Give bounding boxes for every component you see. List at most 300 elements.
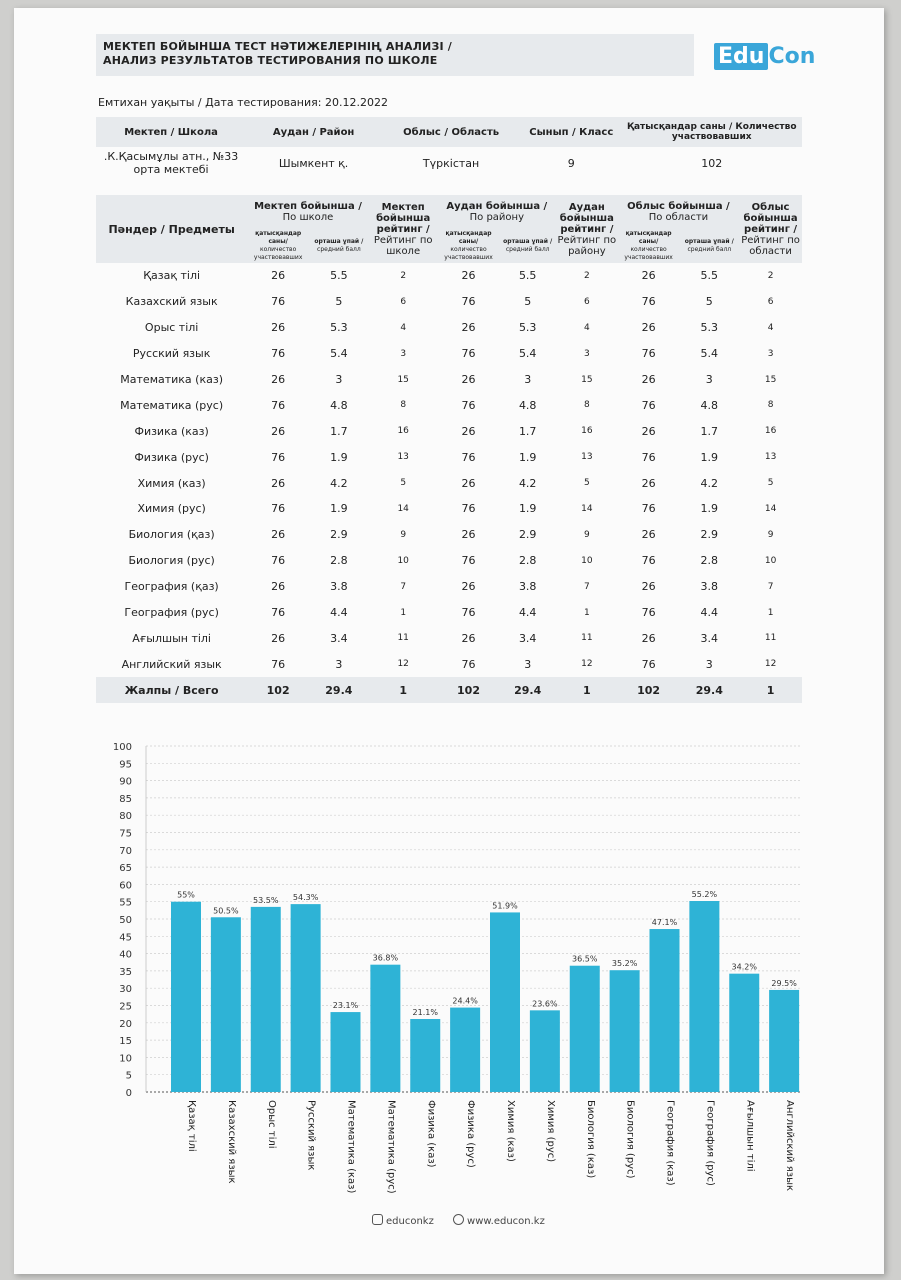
table-cell: 9 [400, 529, 407, 540]
table-cell: 13 [764, 452, 777, 463]
y-tick-label: 30 [119, 984, 132, 996]
globe-icon [453, 1214, 464, 1225]
table-cell: 76 [271, 554, 286, 568]
table-cell: 3 [705, 657, 713, 671]
x-tick-label: Қазақ тілі [186, 1100, 197, 1152]
table-cell: 26 [461, 373, 476, 386]
x-tick-label: Русский язык [305, 1100, 317, 1171]
table-cell: 5.5 [518, 269, 537, 283]
bar-data-label: 36.5% [572, 954, 598, 964]
table-cell: 10 [581, 555, 593, 566]
x-tick-label: Орыс тілі [265, 1100, 277, 1149]
y-tick-label: 55 [119, 897, 132, 909]
sub-count-ru: количество участвовавших [253, 246, 303, 261]
x-tick-label: Физика (каз) [425, 1100, 437, 1168]
total-label: Жалпы / Всего [96, 677, 247, 703]
info-class: 9 [567, 156, 575, 170]
info-header-class: Сынып / Класс [521, 117, 621, 147]
school-rank-header [369, 195, 438, 263]
table-cell: 76 [461, 502, 476, 516]
table-cell: 5 [583, 478, 590, 489]
region-rank-header [739, 195, 802, 263]
table-cell: 4.2 [330, 476, 348, 490]
table-cell: 1.7 [518, 424, 537, 438]
table-cell: 76 [461, 554, 476, 568]
school-avg-subheader [309, 229, 369, 263]
table-cell: 26 [641, 631, 656, 645]
table-cell: 12 [397, 659, 409, 670]
table-cell: 76 [641, 398, 656, 412]
bar-data-label: 24.4% [452, 996, 478, 1006]
sub-count-kz: қатысқандар саны/ [625, 230, 672, 245]
table-cell: 9 [583, 529, 590, 540]
region-rank-header-ru: Рейтинг по области [741, 234, 800, 257]
table-cell: 8 [583, 400, 590, 411]
bar-data-label: 23.1% [332, 1001, 359, 1011]
bar-data-label: 36.8% [372, 953, 399, 963]
y-tick-label: 40 [119, 949, 132, 961]
table-cell: 26 [461, 528, 476, 542]
table-row [96, 315, 802, 341]
table-cell: 2 [583, 270, 590, 281]
website-url: www.educon.kz [467, 1216, 545, 1227]
subject-name: Қазақ тілі [143, 269, 201, 283]
bar-data-label: 34.2% [731, 962, 757, 972]
school-count-subheader [247, 229, 309, 263]
total-cell: 102 [438, 677, 500, 703]
subject-name: Химия (рус) [137, 502, 206, 516]
bar-data-label: 55% [177, 890, 195, 900]
subject-name: Биология (қаз) [128, 528, 215, 542]
table-cell: 76 [271, 450, 286, 464]
table-row [96, 470, 802, 496]
table-cell: 1.9 [700, 502, 719, 516]
table-cell: 5.5 [700, 269, 719, 283]
x-tick-label: Химия (каз) [505, 1100, 516, 1162]
table-cell: 76 [461, 606, 476, 620]
region-header-ru: По области [648, 212, 709, 223]
table-cell: 13 [397, 452, 409, 463]
table-cell: 14 [397, 503, 409, 514]
table-cell: 76 [271, 347, 286, 361]
table-cell: 26 [641, 269, 656, 283]
info-district: Шымкент қ. [278, 156, 349, 170]
table-cell: 3.8 [330, 580, 348, 594]
table-row [96, 574, 802, 600]
table-row [96, 600, 802, 626]
table-cell: 76 [271, 295, 286, 309]
bar-data-label: 53.5% [253, 895, 279, 905]
table-cell: 15 [764, 374, 777, 385]
table-cell: 2.8 [518, 554, 537, 568]
table-cell: 5.4 [700, 347, 719, 361]
total-cell: 29.4 [499, 677, 556, 703]
table-cell: 2.8 [330, 554, 348, 568]
district-header [438, 195, 556, 229]
table-cell: 5.4 [518, 347, 537, 361]
subject-name: Химия (каз) [137, 476, 206, 490]
table-cell: 3 [524, 657, 532, 671]
subject-name: Ағылшын тілі [132, 631, 211, 645]
subject-name: Биология (рус) [128, 554, 215, 568]
table-cell: 12 [581, 659, 593, 670]
table-row [96, 444, 802, 470]
table-cell: 3.8 [700, 580, 719, 594]
region-avg-subheader [679, 229, 739, 263]
sub-avg-ru: средний балл [317, 246, 361, 253]
y-tick-label: 50 [119, 915, 132, 926]
table-cell: 5.5 [330, 269, 348, 283]
table-cell: 26 [461, 321, 476, 335]
district-rank-header-kz: Аудан бойынша рейтинг / [559, 201, 614, 235]
x-tick-label: Биология (рус) [624, 1100, 636, 1179]
school-header-kz: Мектеп бойынша / [254, 201, 362, 212]
info-participants: 102 [701, 156, 723, 170]
table-cell: 3 [335, 657, 343, 671]
sub-count-ru: количество участвовавших [624, 246, 673, 261]
table-cell: 11 [581, 633, 593, 644]
table-cell: 26 [641, 321, 656, 335]
logo-edu: Edu [714, 43, 768, 70]
table-cell: 3.4 [330, 631, 348, 645]
table-cell: 3.4 [518, 631, 537, 645]
y-tick-label: 85 [119, 793, 132, 805]
bar-data-label: 23.6% [532, 999, 558, 1009]
info-header-participants: Қатысқандар саны / Количество участвовавших [622, 117, 803, 147]
table-cell: 4.2 [518, 476, 537, 490]
y-tick-label: 25 [119, 1001, 132, 1013]
table-cell: 26 [641, 580, 656, 594]
table-cell: 11 [397, 633, 409, 644]
table-cell: 6 [400, 296, 407, 307]
y-tick-label: 20 [119, 1018, 132, 1030]
y-tick-label: 5 [125, 1070, 132, 1082]
table-cell: 4.4 [700, 606, 719, 620]
table-cell: 4.8 [700, 398, 719, 412]
sub-avg-kz: орташа ұпай / [684, 238, 734, 245]
table-cell: 76 [641, 502, 656, 516]
table-cell: 8 [767, 400, 774, 411]
table-cell: 2 [400, 270, 407, 281]
y-tick-label: 100 [112, 742, 132, 753]
table-cell: 5.3 [330, 321, 348, 335]
table-cell: 4.4 [518, 606, 537, 620]
footer [372, 1214, 561, 1227]
table-cell: 8 [400, 400, 407, 411]
table-row [96, 418, 802, 444]
table-cell: 3 [767, 348, 774, 359]
y-tick-label: 65 [119, 863, 132, 875]
region-header [618, 195, 739, 229]
table-cell: 4 [767, 322, 774, 333]
subjects-header: Пәндер / Предметы [96, 195, 247, 263]
table-cell: 3 [335, 373, 343, 386]
table-cell: 1.9 [330, 502, 348, 516]
table-cell: 6 [583, 296, 590, 307]
subject-name: География (рус) [124, 606, 219, 620]
y-tick-label: 15 [119, 1036, 132, 1048]
x-tick-label: Ағылшын тілі [744, 1100, 756, 1172]
subject-name: География (қаз) [124, 580, 219, 594]
table-cell: 5 [400, 478, 407, 489]
district-header-ru: По району [469, 212, 524, 223]
table-cell: 76 [641, 657, 656, 671]
table-cell: 76 [271, 606, 286, 620]
school-rank-header-kz: Мектеп бойынша рейтинг / [376, 201, 431, 235]
table-cell: 76 [461, 450, 476, 464]
y-tick-label: 45 [119, 932, 132, 944]
table-cell: 26 [271, 580, 286, 594]
table-cell: 1.9 [330, 450, 348, 464]
x-tick-label: Химия (рус) [544, 1100, 556, 1163]
total-row [96, 677, 802, 703]
subject-name: Математика (каз) [120, 373, 223, 386]
table-cell: 26 [461, 580, 476, 594]
info-header-district: Аудан / Район [246, 117, 381, 147]
table-row [96, 263, 802, 289]
bar-data-label: 47.1% [651, 918, 678, 928]
x-tick-label: География (рус) [704, 1100, 716, 1186]
sub-count-ru: количество участвовавших [444, 246, 493, 261]
table-cell: 1.9 [518, 502, 537, 516]
website-link[interactable] [453, 1216, 553, 1227]
table-cell: 26 [641, 424, 656, 438]
table-cell: 16 [581, 426, 593, 437]
table-cell: 5.3 [518, 321, 537, 335]
school-rank-header-ru: Рейтинг по школе [373, 234, 433, 257]
table-cell: 26 [271, 321, 286, 335]
instagram-handle: educonkz [386, 1216, 434, 1227]
table-row [96, 522, 802, 548]
table-cell: 76 [641, 450, 656, 464]
total-cell: 1 [556, 677, 618, 703]
table-cell: 4.8 [518, 398, 537, 412]
table-cell: 76 [271, 502, 286, 516]
table-cell: 26 [641, 476, 656, 490]
info-school: .К.Қасымұлы атн., №33 орта мектебі [103, 150, 239, 176]
table-row [96, 367, 802, 393]
total-cell: 102 [247, 677, 309, 703]
table-cell: 4.2 [700, 476, 719, 490]
table-cell: 4 [400, 322, 407, 333]
x-tick-label: Казахский язык [225, 1100, 237, 1184]
subject-name: Английский язык [121, 657, 222, 671]
table-cell: 3.8 [518, 580, 537, 594]
bar-data-label: 50.5% [213, 906, 239, 916]
table-row [96, 341, 802, 367]
table-cell: 26 [271, 631, 286, 645]
table-cell: 26 [271, 373, 286, 386]
table-cell: 15 [581, 374, 593, 385]
district-rank-header-ru: Рейтинг по району [557, 234, 617, 257]
y-tick-label: 35 [119, 966, 132, 978]
y-tick-label: 80 [119, 811, 132, 823]
table-cell: 3.4 [700, 631, 719, 645]
table-cell: 1 [767, 607, 774, 618]
table-cell: 3 [400, 348, 407, 359]
x-tick-label: Математика (каз) [345, 1100, 357, 1194]
title-line-1: МЕКТЕП БОЙЫНША ТЕСТ НӘТИЖЕЛЕРІНІҢ АНАЛИЗІ / [103, 40, 453, 53]
table-cell: 11 [764, 633, 777, 644]
info-header-region: Облыс / Область [381, 117, 521, 147]
bar-data-label: 54.3% [292, 893, 319, 903]
table-cell: 3 [705, 373, 713, 386]
sub-avg-ru: средний балл [505, 246, 550, 253]
table-cell: 26 [271, 424, 286, 438]
subject-name: Математика (рус) [120, 398, 224, 412]
table-row [96, 289, 802, 315]
subject-name: Русский язык [132, 347, 211, 361]
table-cell: 6 [767, 296, 774, 307]
subject-name: Физика (каз) [134, 424, 209, 438]
report-title [103, 40, 452, 68]
logo-con: Con [768, 44, 816, 69]
table-cell: 76 [641, 554, 656, 568]
sub-avg-ru: средний балл [687, 246, 732, 253]
table-cell: 5 [767, 478, 774, 489]
district-avg-subheader [499, 229, 556, 263]
table-cell: 12 [764, 659, 777, 670]
table-cell: 16 [397, 426, 409, 437]
table-cell: 3 [583, 348, 590, 359]
district-count-subheader [438, 229, 500, 263]
y-tick-label: 70 [119, 845, 132, 857]
table-cell: 2.9 [330, 528, 348, 542]
results-table [96, 195, 802, 703]
subject-name: Орыс тілі [144, 321, 199, 335]
table-cell: 26 [271, 476, 286, 490]
instagram-icon [372, 1214, 383, 1225]
table-cell: 76 [461, 295, 476, 309]
table-cell: 2.8 [700, 554, 719, 568]
bar-data-label: 55.2% [691, 890, 718, 900]
table-cell: 26 [271, 528, 286, 542]
table-cell: 1.7 [330, 424, 348, 438]
info-region: Түркістан [422, 156, 480, 170]
table-cell: 26 [461, 424, 476, 438]
table-cell: 76 [271, 657, 286, 671]
sub-avg-kz: орташа ұпай / [503, 238, 553, 245]
table-cell: 14 [581, 503, 593, 514]
table-cell: 4 [583, 322, 590, 333]
table-cell: 76 [461, 657, 476, 671]
district-header-kz: Аудан бойынша / [446, 201, 548, 212]
table-cell: 5 [705, 295, 713, 309]
total-cell: 102 [618, 677, 680, 703]
table-cell: 76 [641, 606, 656, 620]
table-cell: 14 [764, 503, 777, 514]
sub-avg-kz: орташа ұпай / [314, 238, 364, 245]
region-rank-header-kz: Облыс бойынша рейтинг / [743, 201, 798, 235]
table-cell: 26 [641, 528, 656, 542]
school-info-table [96, 117, 802, 179]
x-tick-label: Биология (каз) [584, 1100, 596, 1179]
table-cell: 5.3 [700, 321, 719, 335]
x-tick-label: Физика (рус) [465, 1100, 477, 1168]
table-cell: 4.4 [330, 606, 348, 620]
bar-data-label: 29.5% [771, 978, 797, 988]
y-tick-label: 90 [119, 776, 132, 788]
x-tick-label: География (каз) [664, 1100, 676, 1186]
total-cell: 29.4 [679, 677, 739, 703]
table-cell: 1.9 [518, 450, 537, 464]
total-cell: 1 [369, 677, 438, 703]
table-cell: 9 [767, 529, 774, 540]
table-cell: 10 [397, 555, 409, 566]
table-cell: 1 [400, 607, 407, 618]
table-cell: 7 [767, 581, 774, 592]
info-header-school: Мектеп / Школа [96, 117, 246, 147]
school-header-ru: По школе [282, 212, 334, 223]
table-cell: 3 [524, 373, 532, 386]
region-count-subheader [618, 229, 680, 263]
x-tick-label: Математика (рус) [385, 1100, 397, 1194]
y-tick-label: 10 [119, 1053, 132, 1065]
table-cell: 13 [581, 452, 593, 463]
x-tick-label: Английский язык [784, 1100, 796, 1192]
table-row [96, 392, 802, 418]
total-cell: 1 [739, 677, 802, 703]
table-cell: 26 [461, 631, 476, 645]
table-cell: 76 [641, 295, 656, 309]
table-row [96, 548, 802, 574]
table-cell: 76 [641, 347, 656, 361]
sub-count-kz: қатысқандар саны/ [445, 230, 492, 245]
table-cell: 2 [767, 270, 774, 281]
table-cell: 26 [641, 373, 656, 386]
exam-date: Емтихан уақыты / Дата тестирования: 20.12.2022 [98, 96, 388, 109]
total-cell: 29.4 [309, 677, 369, 703]
table-cell: 16 [764, 426, 777, 437]
district-rank-header [556, 195, 618, 263]
table-row [96, 651, 802, 677]
bar-data-label: 35.2% [611, 959, 638, 969]
y-tick-label: 0 [125, 1088, 132, 1099]
sub-count-kz: қатысқандар саны/ [255, 230, 302, 245]
table-cell: 10 [764, 555, 777, 566]
table-cell: 1.7 [700, 424, 719, 438]
instagram-link[interactable] [372, 1216, 442, 1227]
table-cell: 1 [583, 607, 590, 618]
school-header [247, 195, 368, 229]
table-cell: 1.9 [700, 450, 719, 464]
subject-name: Казахский язык [125, 295, 218, 309]
table-cell: 7 [400, 581, 407, 592]
y-tick-label: 75 [119, 828, 132, 840]
table-cell: 76 [461, 398, 476, 412]
table-cell: 26 [271, 269, 286, 283]
table-cell: 26 [461, 269, 476, 283]
table-cell: 76 [271, 398, 286, 412]
table-cell: 5 [524, 295, 532, 309]
educon-logo [714, 44, 815, 69]
table-row [96, 496, 802, 522]
title-line-2: АНАЛИЗ РЕЗУЛЬТАТОВ ТЕСТИРОВАНИЯ ПО ШКОЛЕ [103, 54, 438, 67]
bar-data-label: 51.9% [492, 901, 518, 911]
y-tick-label: 60 [119, 880, 132, 892]
table-row [96, 625, 802, 651]
y-tick-label: 95 [119, 759, 132, 771]
bar-data-label: 21.1% [412, 1007, 438, 1017]
subject-name: Физика (рус) [134, 450, 209, 464]
table-cell: 2.9 [518, 528, 537, 542]
table-cell: 4.8 [330, 398, 348, 412]
table-cell: 2.9 [700, 528, 719, 542]
table-cell: 7 [583, 581, 590, 592]
region-header-kz: Облыс бойынша / [627, 201, 730, 212]
table-cell: 15 [397, 374, 409, 385]
table-cell: 26 [461, 476, 476, 490]
